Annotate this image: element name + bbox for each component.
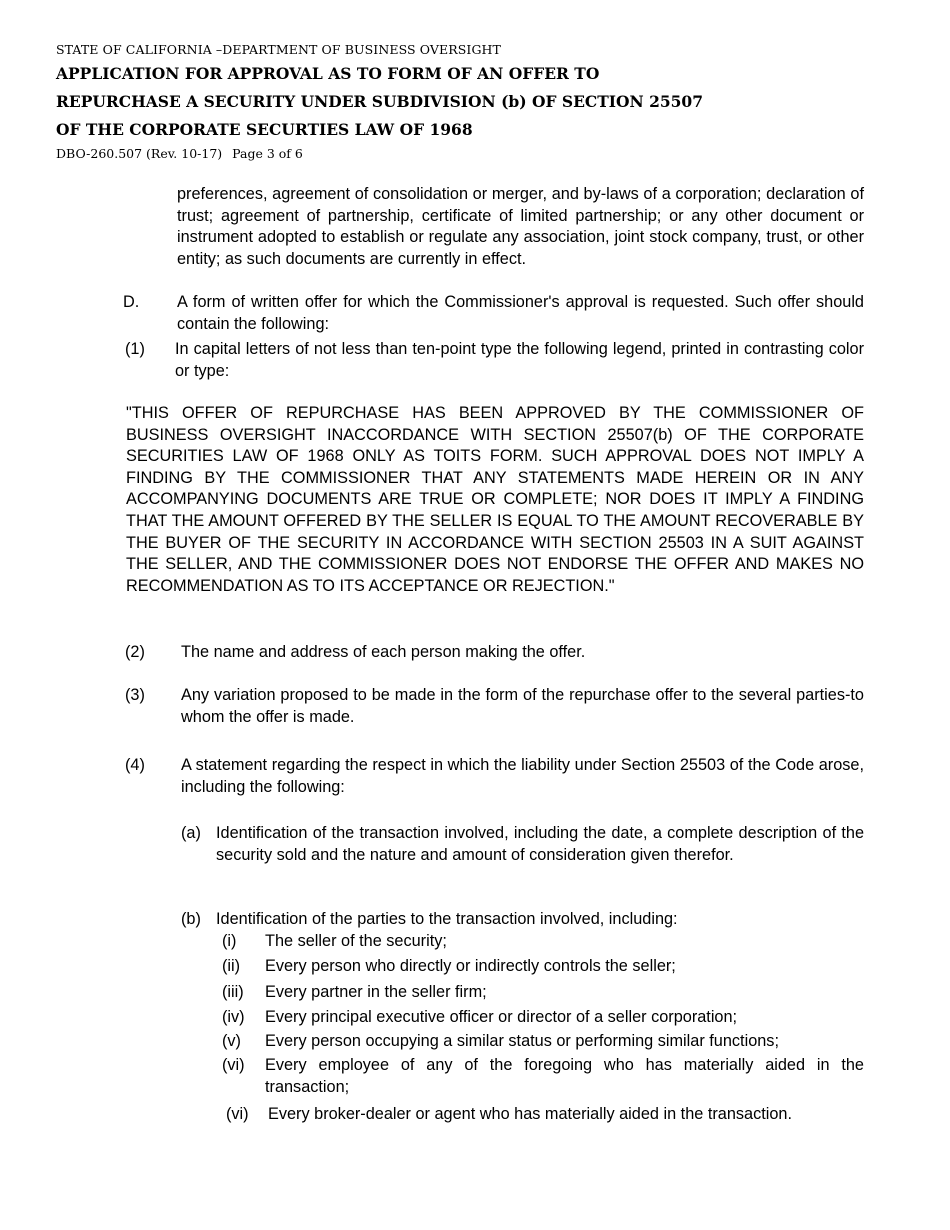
continuation-paragraph: preferences, agreement of consolidation or merger, and by-laws of a corporation; declaration of trust; agreement of partnership, certificate of limited partnership; or any other document or instrument adopted to establish or regulate any association, joint stock company, trust, or other entity; as such documents are currently in effect. [177, 185, 864, 268]
form-number: DBO-260.507 (Rev. 10-17) [56, 146, 223, 161]
item-4a-text: Identification of the transaction involved, including the date, a complete description of the security sold and the nature and amount of consideration given therefor. [216, 824, 864, 864]
list-item: (v) Every person occupying a similar status or performing similar functions; [222, 1032, 779, 1050]
agency-name: STATE OF CALIFORNIA –DEPARTMENT OF BUSINESS OVERSIGHT [56, 42, 501, 57]
item-3-label: (3) [125, 686, 145, 704]
form-title-line: APPLICATION FOR APPROVAL AS TO FORM OF AN OFFER TO [56, 64, 600, 83]
item-1-text: In capital letters of not less than ten-point type the following legend, printed in contrasting color or type: [175, 340, 864, 380]
item-4a-label: (a) [181, 824, 201, 842]
item-4-text: A statement regarding the respect in which the liability under Section 25503 of the Code arose, including the following: [181, 756, 864, 796]
repurchase-legend: "THIS OFFER OF REPURCHASE HAS BEEN APPROVED BY THE COMMISSIONER OF BUSINESS OVERSIGHT INACCORDANCE WITH SECTION 25507(b) OF THE CORPORATE SECURITIES LAW OF 1968 ONLY AS TOITS FORM. SUCH APPROVAL DOES NOT IMPLY A FINDING BY THE COMMISSIONER THAT ANY STATEMENTS MADE HEREIN OR IN ANY ACCOMPANYING DOCUMENTS ARE TRUE OR COMPLETE; NOR DOES IT IMPLY A FINDING THAT THE AMOUNT OFFERED BY THE SELLER IS EQUAL TO THE AMOUNT RECOVERABLE BY THE BUYER OF THE SECURITY IN ACCORDANCE WITH SECTION 25503 IN A SUIT AGAINST THE SELLER, AND THE COMMISSIONER DOES NOT ENDORSE THE OFFER AND MAKES NO RECOMMENDATION AS TO ITS ACCEPTANCE OR REJECTION." [126, 404, 864, 595]
list-item: (ii) Every person who directly or indirectly controls the seller; [222, 957, 676, 975]
list-item: (vi) Every employee of any of the foregoing who has materially aided in the transaction; [222, 1056, 864, 1096]
item-4-label: (4) [125, 756, 145, 774]
item-1-label: (1) [125, 340, 145, 358]
list-item: (iii) Every partner in the seller firm; [222, 983, 487, 1001]
form-title [56, 60, 703, 144]
item-d-text: A form of written offer for which the Commissioner's approval is requested. Such offer should contain the following: [177, 293, 864, 333]
item-2-text: The name and address of each person making the offer. [181, 643, 586, 661]
form-title-line: OF THE CORPORATE SECURTIES LAW OF 1968 [56, 120, 473, 139]
form-id-line [56, 146, 313, 161]
item-2-label: (2) [125, 643, 145, 661]
item-4b-text: Identification of the parties to the transaction involved, including: [216, 910, 678, 928]
list-item: (i) The seller of the security; [222, 932, 447, 950]
item-3-text: Any variation proposed to be made in the form of the repurchase offer to the several parties-to whom the offer is made. [181, 686, 864, 726]
list-item: (vi) Every broker-dealer or agent who has materially aided in the transaction. [226, 1105, 792, 1123]
list-item: (iv) Every principal executive officer or director of a seller corporation; [222, 1008, 738, 1026]
item-4b-label: (b) [181, 910, 201, 928]
item-d-label: D. [123, 293, 140, 311]
form-title-line: REPURCHASE A SECURITY UNDER SUBDIVISION (b) OF SECTION 25507 [56, 92, 704, 111]
page-number: Page 3 of 6 [232, 146, 303, 161]
